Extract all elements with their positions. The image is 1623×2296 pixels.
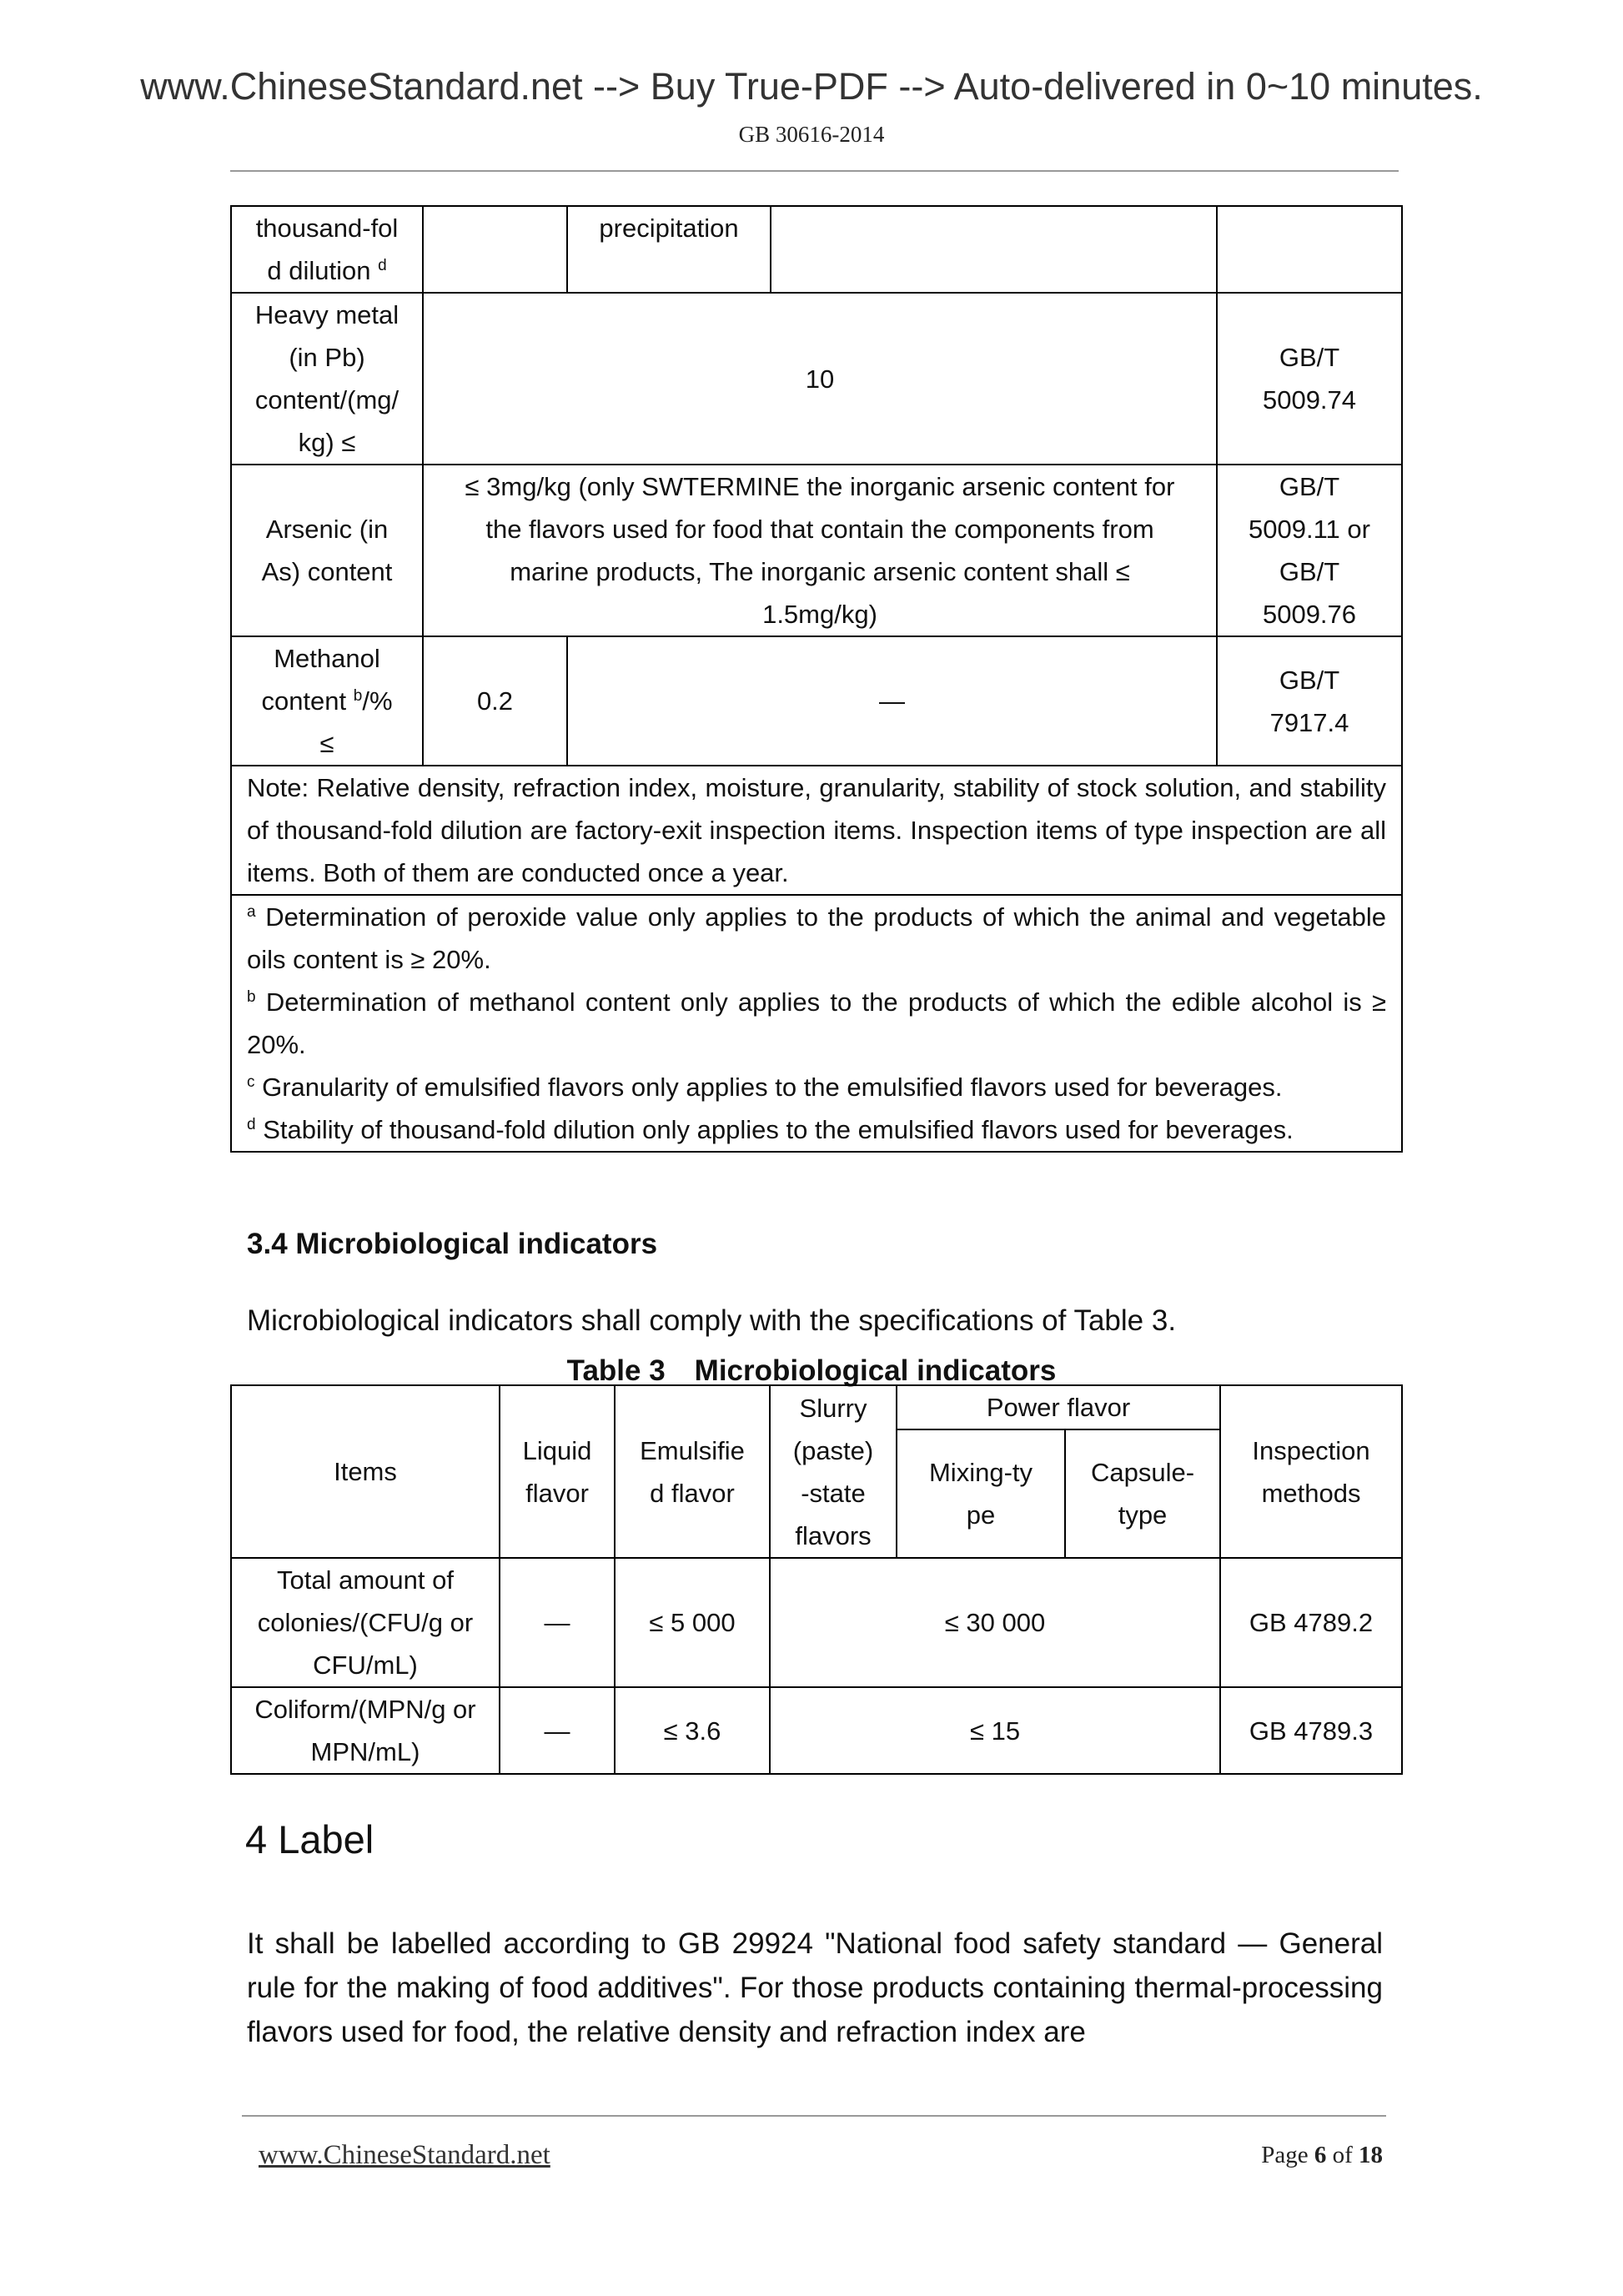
table-cell: GB/T 5009.11 or GB/T 5009.76 [1217, 465, 1402, 636]
table-row [231, 206, 1402, 293]
table-cell [771, 206, 1217, 293]
header-capsule: Capsule- type [1065, 1429, 1220, 1558]
footer-link[interactable]: www.ChineseStandard.net [259, 2140, 550, 2170]
table-row [231, 293, 1402, 465]
table-row [231, 1687, 1402, 1774]
table-row [231, 766, 1402, 895]
table-cell [1217, 206, 1402, 293]
table-cell: — [500, 1558, 615, 1687]
indicator-table-continued [230, 205, 1403, 1153]
section-heading: 4 Label [245, 1817, 374, 1861]
table-cell: Total amount of colonies/(CFU/g or CFU/mL) [231, 1558, 500, 1687]
table-cell: 10 [423, 293, 1217, 465]
table-footnotes [231, 895, 1402, 1152]
table-note: Note: Relative density, refraction index, moisture, granularity, stability of stock solution, and stability of thousand-fold dilution are factory-exit inspection items. Inspection items of type inspection are all items. Both of them are conducted once a year. [231, 766, 1402, 895]
table-cell: GB/T 7917.4 [1217, 636, 1402, 766]
table-cell: ≤ 3.6 [615, 1687, 770, 1774]
footnote: $^c$ Granularity of emulsified flavors only applies to the emulsified flavors used for beverages. [247, 1073, 1283, 1102]
table-cell: GB 4789.2 [1220, 1558, 1402, 1687]
table-row [231, 895, 1402, 1152]
table-cell [423, 206, 567, 293]
table-cell: ≤ 30 000 [770, 1558, 1220, 1687]
table-header-row [231, 1385, 1402, 1429]
section-paragraph: It shall be labelled according to GB 29924 "National food safety standard — General rule for the making of food additives". For those products containing thermal-processing flavors used for food, the relative density and refraction index are [247, 1927, 1383, 2048]
table-row [231, 465, 1402, 636]
footer-divider [242, 2115, 1386, 2117]
table-cell: Arsenic (in As) content [231, 465, 423, 636]
header-methods: Inspection methods [1220, 1385, 1402, 1558]
table-cell: Methanol content $^b$/% ≤ [231, 636, 423, 766]
header-liquid: Liquid flavor [500, 1385, 615, 1558]
table-caption: Table 3 Microbiological indicators [566, 1354, 1057, 1387]
top-banner[interactable]: www.ChineseStandard.net --> Buy True-PDF --> Auto-delivered in 0~10 minutes. [140, 65, 1483, 108]
section-intro: Microbiological indicators shall comply with the specifications of Table 3. [247, 1304, 1177, 1337]
table-cell: ≤ 5 000 [615, 1558, 770, 1687]
table-cell: 0.2 [423, 636, 567, 766]
footnote: $^a$ Determination of peroxide value only applies to the products of which the animal and vegetable oils content is ≥ 20%. [247, 902, 1386, 974]
table-cell: GB/T 5009.74 [1217, 293, 1402, 465]
table-row [231, 636, 1402, 766]
table-row [231, 1558, 1402, 1687]
table-cell: Coliform/(MPN/g or MPN/mL) [231, 1687, 500, 1774]
table-cell: GB 4789.3 [1220, 1687, 1402, 1774]
microbiological-table [230, 1384, 1403, 1775]
table-cell: thousand-fol d dilution $^d$ [231, 206, 423, 293]
header-mixing: Mixing-ty pe [897, 1429, 1065, 1558]
header-powder: Power flavor [897, 1385, 1220, 1429]
section-heading: 3.4 Microbiological indicators [247, 1228, 658, 1260]
footnote: $^b$ Determination of methanol content only applies to the products of which the edible alcohol is ≥ 20%. [247, 987, 1386, 1059]
table-cell: precipitation [567, 206, 771, 293]
table-cell: ≤ 3mg/kg (only SWTERMINE the inorganic arsenic content for the flavors used for food that contain the components from marine products, The inorganic arsenic content shall ≤ 1.5mg/kg) [423, 465, 1217, 636]
header-emulsified: Emulsifie d flavor [615, 1385, 770, 1558]
table-cell: Heavy metal (in Pb) content/(mg/ kg) ≤ [231, 293, 423, 465]
header-slurry: Slurry (paste) -state flavors [770, 1385, 897, 1558]
table-cell: ≤ 15 [770, 1687, 1220, 1774]
table-cell: — [500, 1687, 615, 1774]
table-cell: — [567, 636, 1217, 766]
header-divider [230, 170, 1399, 172]
page-number: Page 6 of 18 [1261, 2142, 1383, 2168]
header-items: Items [231, 1385, 500, 1558]
standard-code: GB 30616-2014 [738, 122, 885, 147]
footnote: $^d$ Stability of thousand-fold dilution only applies to the emulsified flavors used for beverages. [247, 1115, 1294, 1144]
